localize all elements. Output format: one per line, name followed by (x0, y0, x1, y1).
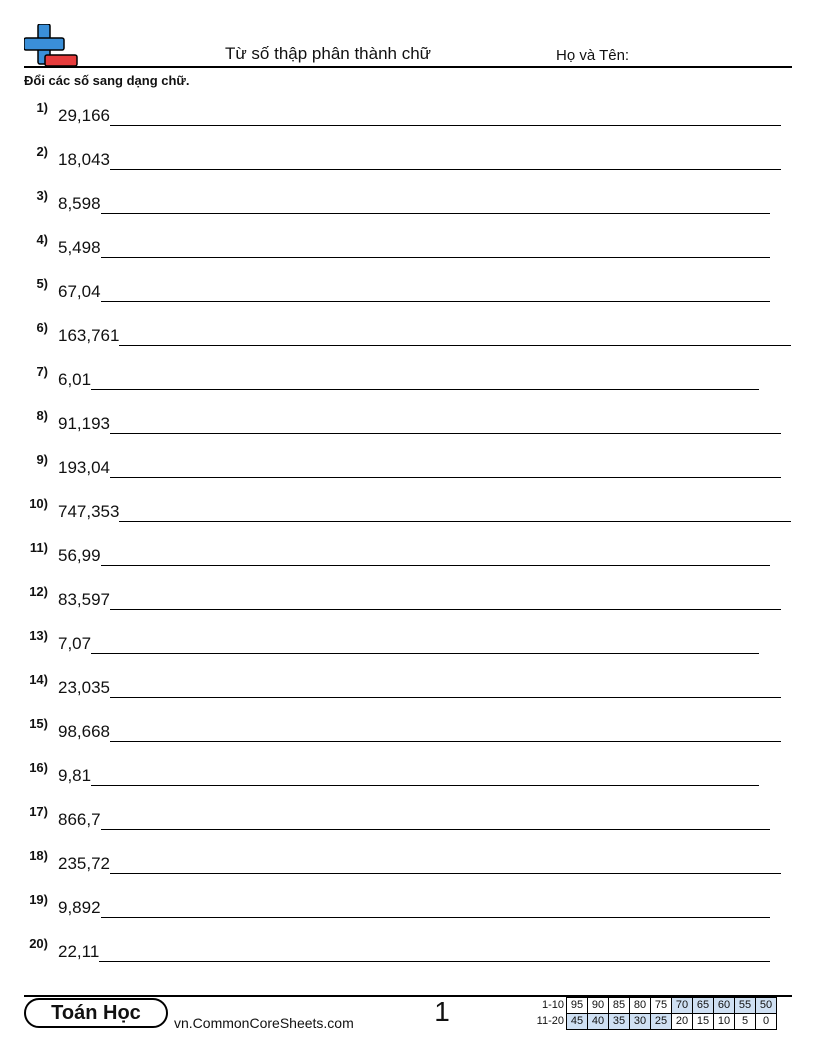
problem-value: 29,166 (58, 106, 110, 125)
score-cell: 15 (693, 1014, 714, 1030)
problem-value: 22,11 (58, 942, 100, 961)
problem-value: 91,193 (58, 414, 110, 433)
answer-line[interactable] (110, 460, 781, 478)
problem-row (0, 584, 816, 612)
problem-row (0, 936, 816, 964)
answer-line[interactable] (110, 152, 781, 170)
problem-number: 13) (29, 628, 48, 643)
score-cell: 50 (756, 998, 777, 1014)
score-cell: 5 (735, 1014, 756, 1030)
problem-value: 83,597 (58, 590, 110, 609)
problem-number: 3) (36, 188, 48, 203)
score-cell: 45 (567, 1014, 588, 1030)
problem-number: 9) (36, 452, 48, 467)
answer-line[interactable] (119, 504, 791, 522)
answer-line[interactable] (110, 592, 781, 610)
answer-line[interactable] (101, 548, 770, 566)
answer-line[interactable] (110, 856, 781, 874)
score-cell: 40 (588, 1014, 609, 1030)
score-row (530, 1014, 777, 1030)
score-table (530, 997, 777, 1030)
problem-number: 8) (36, 408, 48, 423)
problem-number: 5) (36, 276, 48, 291)
problem-number: 10) (29, 496, 48, 511)
problem-row (0, 672, 816, 700)
problem-row (0, 364, 816, 392)
problem-row (0, 716, 816, 744)
problem-row (0, 848, 816, 876)
problem-number: 2) (36, 144, 48, 159)
score-row (530, 998, 777, 1014)
answer-line[interactable] (101, 196, 770, 214)
problem-row (0, 144, 816, 172)
problem-number: 11) (29, 540, 48, 555)
brand-badge: Toán Học (24, 998, 168, 1028)
score-cell: 35 (609, 1014, 630, 1030)
problem-row (0, 188, 816, 216)
answer-line[interactable] (91, 372, 759, 390)
answer-line[interactable] (91, 768, 759, 786)
problem-value: 747,353 (58, 502, 120, 521)
answer-line[interactable] (99, 944, 770, 962)
problem-row (0, 628, 816, 656)
problem-value: 5,498 (58, 238, 101, 257)
score-row-label: 11-20 (536, 1015, 564, 1027)
problem-number: 19) (29, 892, 48, 907)
score-cell: 75 (651, 998, 672, 1014)
score-cell: 90 (588, 998, 609, 1014)
problem-value: 8,598 (58, 194, 101, 213)
problem-value: 193,04 (58, 458, 110, 477)
score-cell: 20 (672, 1014, 693, 1030)
instructions: Đổi các số sang dạng chữ. (24, 73, 190, 88)
problem-row (0, 276, 816, 304)
score-cell: 85 (609, 998, 630, 1014)
answer-line[interactable] (110, 416, 781, 434)
problem-row (0, 540, 816, 568)
problem-number: 6) (36, 320, 48, 335)
site-url: vn.CommonCoreSheets.com (174, 1015, 354, 1031)
problem-row (0, 100, 816, 128)
problem-row (0, 892, 816, 920)
score-cell: 10 (714, 1014, 735, 1030)
score-cell: 70 (672, 998, 693, 1014)
problem-value: 56,99 (58, 546, 101, 565)
answer-line[interactable] (110, 680, 781, 698)
page-number: 1 (434, 996, 450, 1027)
problem-value: 9,892 (58, 898, 101, 917)
score-cell: 25 (651, 1014, 672, 1030)
problem-number: 18) (29, 848, 48, 863)
problem-value: 67,04 (58, 282, 101, 301)
name-label: Họ và Tên: (556, 47, 630, 64)
answer-line[interactable] (101, 240, 770, 258)
problem-number: 14) (29, 672, 48, 687)
problem-number: 7) (36, 364, 48, 379)
score-cell: 65 (693, 998, 714, 1014)
problem-row (0, 320, 816, 348)
answer-line[interactable] (101, 284, 770, 302)
header-divider (24, 66, 792, 68)
answer-line[interactable] (91, 636, 759, 654)
problem-value: 18,043 (58, 150, 110, 169)
problem-value: 6,01 (58, 370, 92, 389)
problem-value: 163,761 (58, 326, 120, 345)
problem-row (0, 232, 816, 260)
problem-number: 16) (29, 760, 48, 775)
score-cell: 60 (714, 998, 735, 1014)
problem-number: 17) (29, 804, 48, 819)
problem-value: 98,668 (58, 722, 110, 741)
worksheet-title: Từ số thập phân thành chữ (224, 44, 432, 63)
problem-row (0, 452, 816, 480)
problem-number: 20) (29, 936, 48, 951)
problem-row (0, 760, 816, 788)
problem-number: 15) (29, 716, 48, 731)
problem-value: 235,72 (58, 854, 110, 873)
problem-row (0, 496, 816, 524)
score-row-label: 1-10 (541, 999, 564, 1011)
answer-line[interactable] (110, 724, 781, 742)
score-cell: 30 (630, 1014, 651, 1030)
problem-number: 12) (29, 584, 48, 599)
answer-line[interactable] (110, 108, 781, 126)
problem-number: 1) (36, 100, 48, 115)
answer-line[interactable] (101, 900, 770, 918)
answer-line[interactable] (101, 812, 770, 830)
problem-value: 23,035 (58, 678, 110, 697)
answer-line[interactable] (119, 328, 791, 346)
problem-row (0, 804, 816, 832)
problem-value: 9,81 (58, 766, 92, 785)
score-cell: 55 (735, 998, 756, 1014)
score-cell: 0 (756, 1014, 777, 1030)
problem-number: 4) (36, 232, 48, 247)
problem-value: 7,07 (58, 634, 92, 653)
problem-value: 866,7 (58, 810, 101, 829)
score-cell: 80 (630, 998, 651, 1014)
problem-row (0, 408, 816, 436)
score-cell: 95 (567, 998, 588, 1014)
